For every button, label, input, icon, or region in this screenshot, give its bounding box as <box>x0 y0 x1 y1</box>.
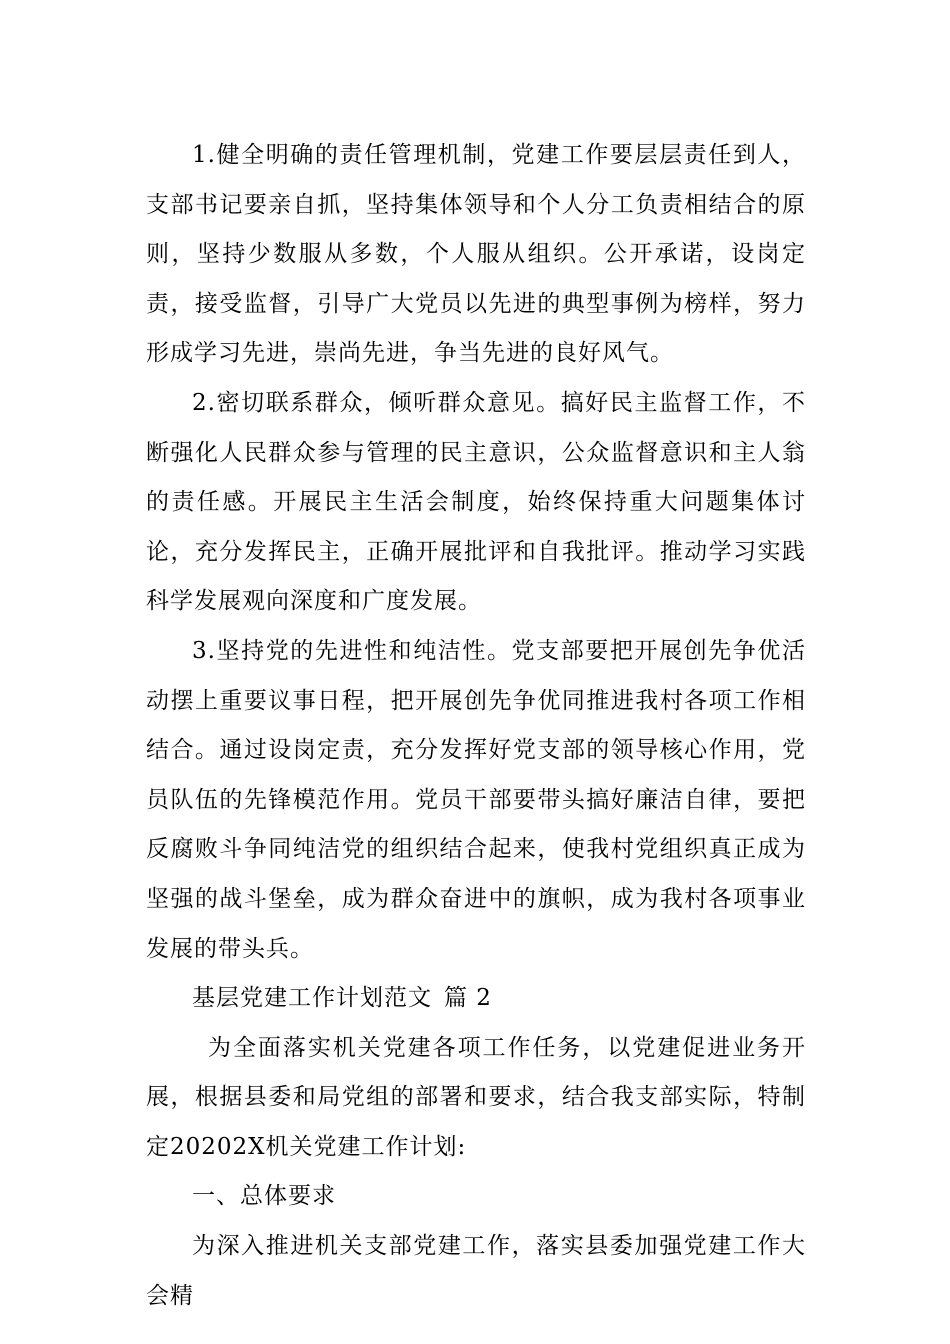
paragraph-item-2: 2.密切联系群众，倾听群众意见。搞好民主监督工作，不断强化人民群众参与管理的民主意识，公众监督意识和主人翁的责任感。开展民主生活会制度，始终保持重大问题集体讨论，充分发挥民主，正确开展批评和自我批评。推动学习实践科学发展观向深度和广度发展。 <box>146 389 806 615</box>
document-body <box>146 131 806 1321</box>
section-heading <box>146 974 806 1024</box>
subheading: 一、总体要求 <box>192 1183 336 1210</box>
paragraph-item-3: 3.坚持党的先进性和纯洁性。党支部要把开展创先争优活动摆上重要议事日程，把开展创先争优同推进我村各项工作相结合。通过设岗定责，充分发挥好党支部的领导核心作用，党员队伍的先锋模范作用。党员干部要带头搞好廉洁自律，要把反腐败斗争同纯洁党的组织结合起来，使我村党组织真正成为坚强的战斗堡垒，成为群众奋进中的旗帜，成为我村各项事业发展的带头兵。 <box>146 637 806 962</box>
intro-paragraph: 为全面落实机关党建各项工作任务，以党建促进业务开展，根据县委和局党组的部署和要求，结合我支部实际，特制定20202X机关党建工作计划: <box>146 1034 806 1160</box>
paragraph-item-1: 1.健全明确的责任管理机制，党建工作要层层责任到人，支部书记要亲自抓，坚持集体领导和个人分工负责相结合的原则，坚持少数服从多数，个人服从组织。公开承诺，设岗定责，接受监督，引导广大党员以先进的典型事例为榜样，努力形成学习先进，崇尚先进，争当先进的良好风气。 <box>146 142 806 367</box>
section-part-label: 篇 2 <box>444 985 492 1012</box>
last-paragraph: 为深入推进机关支部党建工作，落实县委加强党建工作大会精 <box>146 1233 806 1309</box>
section-title: 基层党建工作计划范文 <box>192 985 432 1012</box>
